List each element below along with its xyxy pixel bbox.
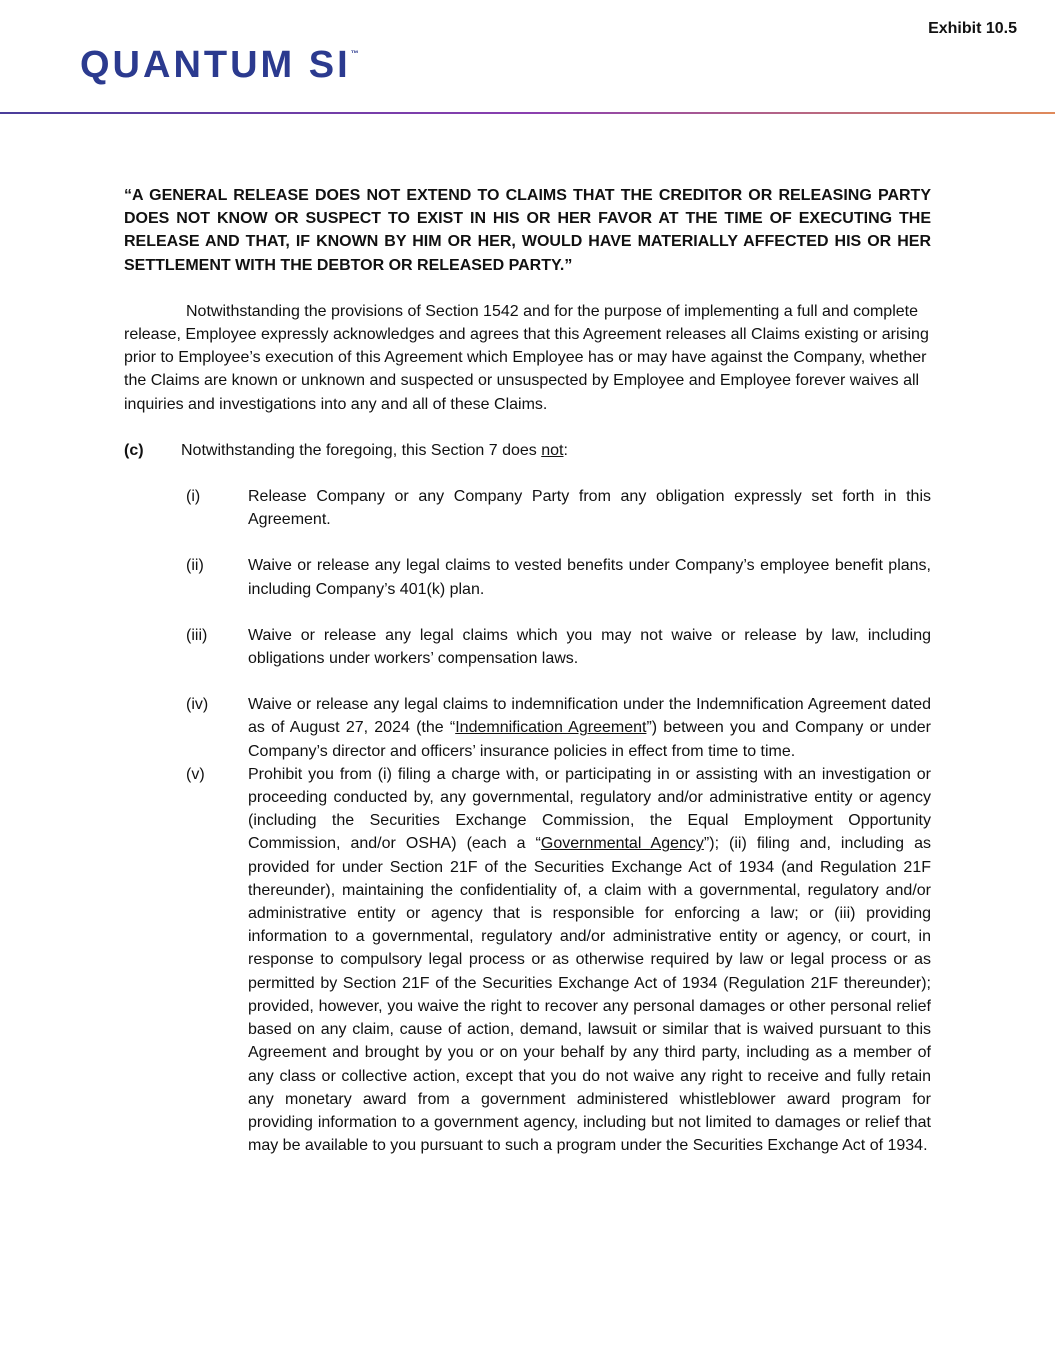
list-item-text: Waive or release any legal claims which you may not waive or release by law, including obligations under workers’ compensation laws. [248, 626, 931, 668]
section-c-text: Notwithstanding the foregoing, this Section 7 does not: [181, 441, 568, 459]
logo-text: QUANTUM SI [80, 44, 351, 86]
trademark-mark: ™ [350, 49, 359, 58]
list-item-number: (v) [186, 765, 205, 783]
list-item-number: (iv) [186, 696, 209, 714]
header-divider [0, 112, 1055, 114]
list-item-number: (iii) [186, 626, 208, 644]
list-item-text: Waive or release any legal claims to vested benefits under Company’s employee benefit plans, including Company’s 401(k) plan. [248, 557, 931, 598]
section-c-label: (c) [124, 441, 144, 459]
list-item-ii [186, 554, 931, 600]
list-item-i [186, 485, 931, 531]
defined-term-governmental-agency: Governmental Agency [540, 835, 704, 853]
defined-term-indemnification-agreement: Indemnification Agreement [455, 719, 647, 737]
list-item-text: Waive or release any legal claims to indemnification under the Indemnification Agreement dated as of August 27, 2024 (the “Indemnification Agreement”) between you and Company or under Company’s director and officers’ insurance policies in effect from time to time. [248, 696, 932, 760]
list-item-iv [186, 693, 931, 763]
list-item-text: Release Company or any Company Party from any obligation expressly set forth in this Agreement. [248, 488, 931, 529]
section-c [124, 439, 931, 462]
company-logo [80, 46, 359, 84]
document-body [124, 184, 931, 1157]
list-item-iii [186, 624, 931, 670]
list-item-number: (ii) [186, 557, 204, 575]
section-c-emphasis: not [541, 441, 564, 459]
california-civil-code-quote: “A GENERAL RELEASE DOES NOT EXTEND TO CLAIMS THAT THE CREDITOR OR RELEASING PARTY DOES NOT KNOW OR SUSPECT TO EXIST IN HIS OR HER FAVOR AT THE TIME OF EXECUTING THE RELEASE AND THAT, IF KNOWN BY HIM OR HER, WOULD HAVE MATERIALLY AFFECTED HIS OR HER SETTLEMENT WITH THE DEBTOR OR RELEASED PARTY.” [124, 187, 931, 274]
release-paragraph: Notwithstanding the provisions of Section 1542 and for the purpose of implementing a full and complete release, Employee expressly acknowledges and agrees that this Agreement releases all Claims existing or arising prior to Employee’s execution of this Agreement which Employee has or may have against the Company, whether the Claims are known or unknown and suspected or unsuspected by Employee and Employee forever waives all inquiries and investigations into any and all of these Claims. [124, 302, 929, 413]
list-item-v [186, 763, 931, 1157]
list-item-text: Prohibit you from (i) filing a charge with, or participating in or assisting with an investigation or proceeding conducted by, any governmental, regulatory and/or administrative entity or agency (including the Securities Exchange Commission, the Equal Employment Opportunity Commission, and/or OSHA) (each a “Governmental Agency”); (ii) filing and, including as provided for under Section 21F of the Securities Exchange Act of 1934 (and Regulation 21F thereunder), maintaining the confidentiality of, a claim with a governmental, regulatory and/or administrative entity or agency that is responsible for enforcing a law; or (iii) providing information to a governmental, regulatory and/or administrative entity or agency, or court, in response to compulsory legal process or as otherwise required by law or legal process or as permitted by Section 21F of the Securities Exchange Act of 1934 (Regulation 21F thereunder); provided, however, you waive the right to recover any personal damages or other personal relief based on any claim, cause of action, demand, lawsuit or similar that is waived pursuant to this Agreement and brought by you or on your behalf by any third party, including as a member of any class or collective action, except that you do not waive any right to receive and fully retain any monetary award from a government administered whistleblower award program for providing information to a government agency, including but not limited to damages or relief that may be available to you pursuant to such a program under the Securities Exchange Act of 1934. [248, 765, 932, 1155]
list-item-number: (i) [186, 488, 201, 506]
exhibit-label: Exhibit 10.5 [928, 20, 1017, 37]
